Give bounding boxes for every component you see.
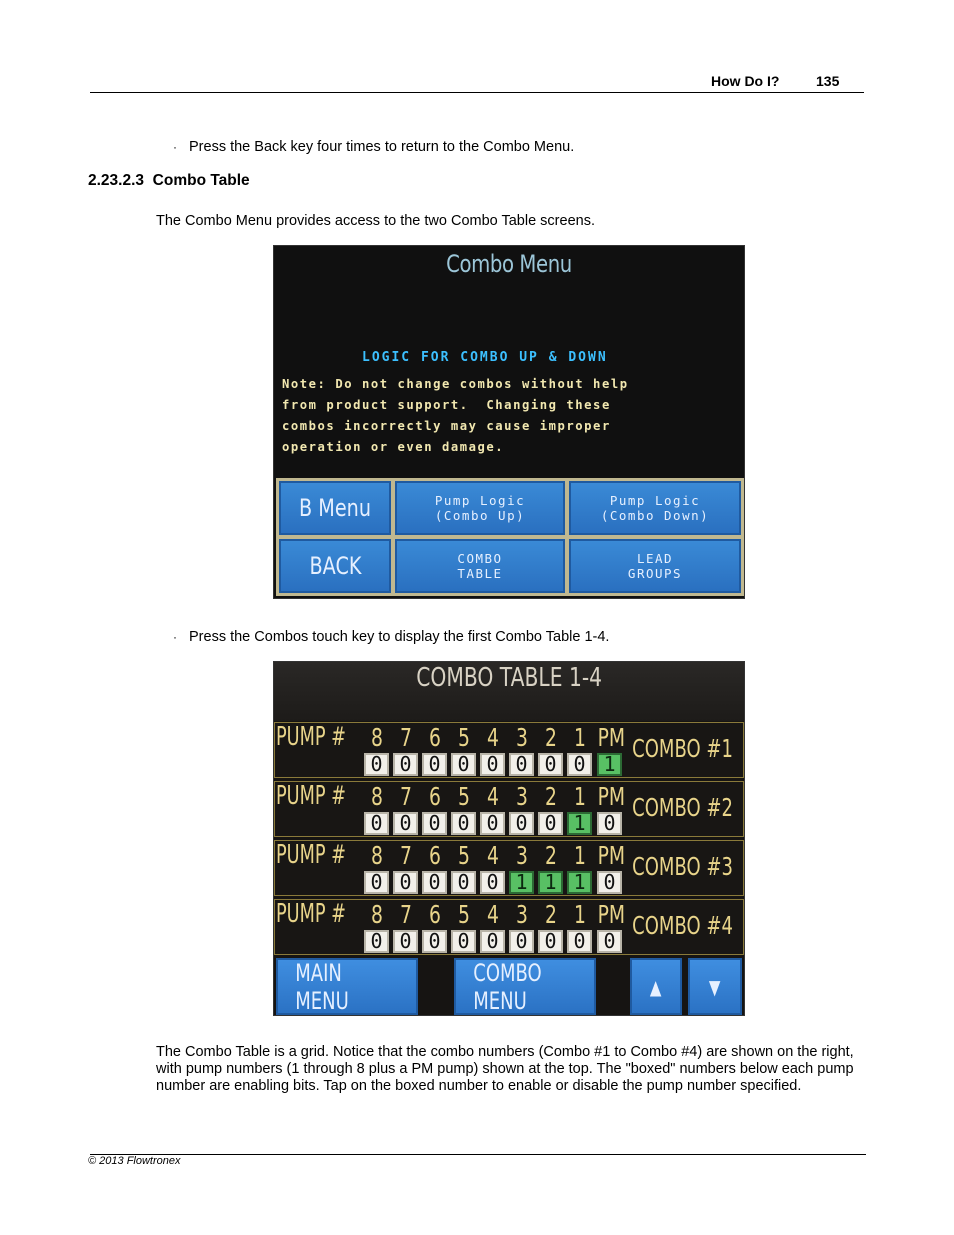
enable-bit-box[interactable]: 0 <box>364 871 389 894</box>
enable-bit-box[interactable]: 1 <box>597 753 622 776</box>
combo-menu-subtitle: LOGIC FOR COMBO UP & DOWN <box>362 350 608 365</box>
enable-bit-box[interactable]: 0 <box>451 812 476 835</box>
pump-number: 8 <box>370 841 383 870</box>
pump-number: 7 <box>399 782 412 811</box>
combo-number-label: COMBO #1 <box>632 734 733 763</box>
enable-bit-box[interactable]: 0 <box>480 930 505 953</box>
pump-number: 6 <box>428 841 441 870</box>
pump-label: PUMP # <box>276 722 346 752</box>
enable-bit-box[interactable]: 0 <box>567 930 592 953</box>
pump-number: 1 <box>573 723 586 752</box>
pump-number: 6 <box>428 900 441 929</box>
pump-number: 7 <box>399 900 412 929</box>
pump-number: 2 <box>544 900 557 929</box>
pump-number: 2 <box>544 782 557 811</box>
pump-number: 4 <box>486 723 499 752</box>
intro-paragraph: The Combo Menu provides access to the two Combo Table screens. <box>156 213 595 229</box>
pump-number: 3 <box>515 782 528 811</box>
pump-number: PM <box>597 723 626 752</box>
enable-bit-box[interactable]: 1 <box>509 871 534 894</box>
pump-number: 8 <box>370 723 383 752</box>
combo-menu-button-grid <box>276 478 744 596</box>
enable-bit-box[interactable]: 0 <box>393 871 418 894</box>
pump-number: 3 <box>515 900 528 929</box>
enable-bit-box[interactable]: 0 <box>509 812 534 835</box>
combo-menu-note: Note: Do not change combos without help from product support. Changing these combos incorrectly may cause improper operation or even damage. <box>282 377 629 454</box>
enable-bit-box[interactable]: 0 <box>451 930 476 953</box>
combo-number-label: COMBO #2 <box>632 793 733 822</box>
enable-bit-box[interactable]: 0 <box>597 930 622 953</box>
combo-row <box>274 899 744 955</box>
enable-bit-box[interactable]: 0 <box>480 753 505 776</box>
enable-bit-box[interactable]: 0 <box>538 930 563 953</box>
main-menu-button[interactable]: MAIN MENU <box>276 958 418 1015</box>
enable-bit-box[interactable]: 0 <box>538 753 563 776</box>
enable-bit-box[interactable]: 0 <box>480 871 505 894</box>
enable-bit-box[interactable]: 0 <box>597 812 622 835</box>
pump-number: 5 <box>457 723 470 752</box>
header-section-title: How Do I? <box>711 73 780 89</box>
enable-bit-box[interactable]: 0 <box>364 753 389 776</box>
bullet-dot: · <box>173 630 177 644</box>
pump-number: 8 <box>370 782 383 811</box>
description-paragraph: The Combo Table is a grid. Notice that the combo numbers (Combo #1 to Combo #4) are shown on the right, with pump numbers (1 through 8 plus a PM pump) shown at the top. The "boxed" numbers below each pump number are enabling bits. Tap on the boxed number to enable or disable the pump number specified. <box>156 1044 854 1094</box>
combo-row <box>274 722 744 778</box>
combo-menu-title: Combo Menu <box>446 250 572 278</box>
pump-number: 8 <box>370 900 383 929</box>
enable-bit-box[interactable]: 0 <box>451 871 476 894</box>
enable-bit-box[interactable]: 0 <box>597 871 622 894</box>
pump-number: 1 <box>573 841 586 870</box>
bullet-combos-key: Press the Combos touch key to display the first Combo Table 1-4. <box>189 629 610 645</box>
combo-row <box>274 840 744 896</box>
back-button[interactable]: BACK <box>279 539 391 593</box>
section-title: Combo Table <box>152 172 250 189</box>
bullet-dot: · <box>173 140 177 154</box>
pump-number: 7 <box>399 723 412 752</box>
combo-number-label: COMBO #3 <box>632 852 733 881</box>
pump-label: PUMP # <box>276 840 346 870</box>
pump-logic-up-button[interactable]: Pump Logic (Combo Up) <box>395 481 565 535</box>
pump-label: PUMP # <box>276 899 346 929</box>
pump-number: 6 <box>428 723 441 752</box>
footer-rule <box>90 1154 866 1155</box>
combo-menu-screenshot <box>273 245 745 599</box>
enable-bit-box[interactable]: 0 <box>364 930 389 953</box>
pump-number: 7 <box>399 841 412 870</box>
combo-table-button[interactable]: COMBO TABLE <box>395 539 565 593</box>
enable-bit-box[interactable]: 0 <box>364 812 389 835</box>
enable-bit-box[interactable]: 1 <box>538 871 563 894</box>
enable-bit-box[interactable]: 0 <box>451 753 476 776</box>
enable-bit-box[interactable]: 0 <box>393 930 418 953</box>
pump-label: PUMP # <box>276 781 346 811</box>
combo-table-title: COMBO TABLE 1-4 <box>274 662 744 721</box>
pump-number: 5 <box>457 841 470 870</box>
pump-number: 2 <box>544 723 557 752</box>
pump-number: 3 <box>515 841 528 870</box>
enable-bit-box[interactable]: 0 <box>422 753 447 776</box>
pump-number: 4 <box>486 900 499 929</box>
pump-number: 6 <box>428 782 441 811</box>
section-heading <box>88 172 250 190</box>
enable-bit-box[interactable]: 0 <box>509 930 534 953</box>
pump-number: PM <box>597 900 626 929</box>
enable-bit-box[interactable]: 0 <box>538 812 563 835</box>
pump-number: 2 <box>544 841 557 870</box>
enable-bit-box[interactable]: 0 <box>422 812 447 835</box>
enable-bit-box[interactable]: 0 <box>509 753 534 776</box>
enable-bit-box[interactable]: 0 <box>480 812 505 835</box>
combo-number-label: COMBO #4 <box>632 911 733 940</box>
enable-bit-box[interactable]: 0 <box>422 871 447 894</box>
footer-copyright: © 2013 Flowtronex <box>88 1155 181 1167</box>
pump-number: PM <box>597 782 626 811</box>
pump-number: 3 <box>515 723 528 752</box>
pump-number: 4 <box>486 841 499 870</box>
enable-bit-box[interactable]: 1 <box>567 871 592 894</box>
combo-menu-button[interactable]: COMBO MENU <box>454 958 596 1015</box>
pump-number: 5 <box>457 900 470 929</box>
bullet-back-key: Press the Back key four times to return to the Combo Menu. <box>189 139 575 155</box>
lead-groups-button[interactable]: LEAD GROUPS <box>569 539 741 593</box>
combo-table-screenshot <box>273 661 745 1016</box>
enable-bit-box[interactable]: 1 <box>567 812 592 835</box>
enable-bit-box[interactable]: 0 <box>393 753 418 776</box>
pump-number: 4 <box>486 782 499 811</box>
b-menu-button[interactable]: B Menu <box>279 481 391 535</box>
scroll-up-arrow-icon[interactable]: ▲ <box>630 958 682 1015</box>
page-number: 135 <box>816 73 840 89</box>
enable-bit-box[interactable]: 0 <box>422 930 447 953</box>
pump-logic-down-button[interactable]: Pump Logic (Combo Down) <box>569 481 741 535</box>
pump-number: PM <box>597 841 626 870</box>
section-number: 2.23.2.3 <box>88 172 145 189</box>
enable-bit-box[interactable]: 0 <box>393 812 418 835</box>
enable-bit-box[interactable]: 0 <box>567 753 592 776</box>
header-rule <box>90 92 864 93</box>
combo-row <box>274 781 744 837</box>
pump-number: 5 <box>457 782 470 811</box>
scroll-down-arrow-icon[interactable]: ▼ <box>688 958 742 1015</box>
pump-number: 1 <box>573 782 586 811</box>
pump-number: 1 <box>573 900 586 929</box>
